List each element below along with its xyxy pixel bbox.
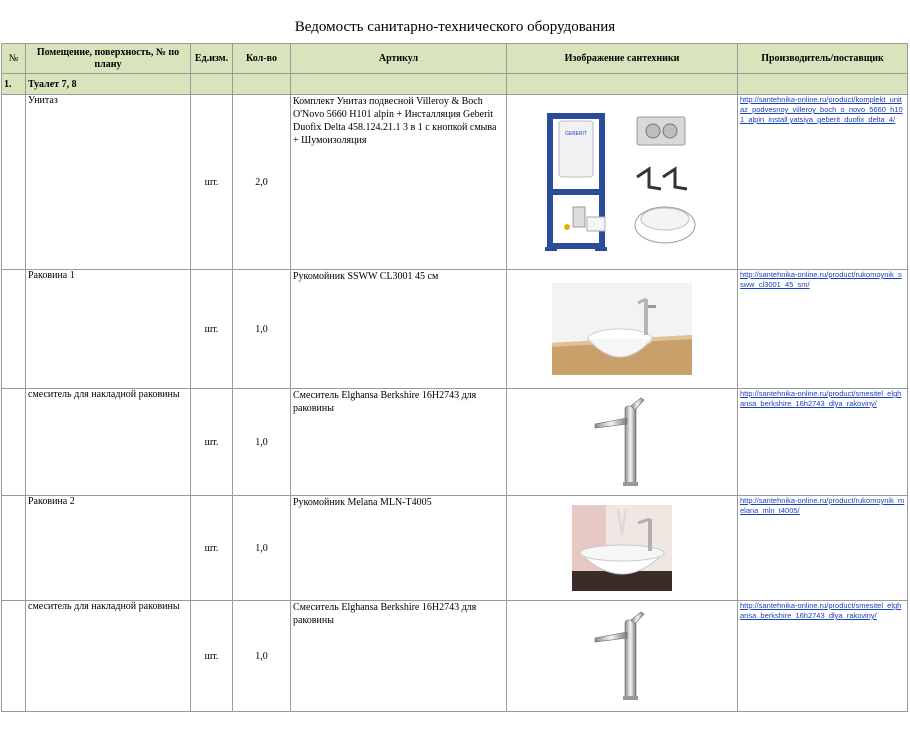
row-qty: 1,0	[233, 389, 291, 496]
mixer-image	[587, 396, 657, 488]
row-unit: шт.	[191, 601, 233, 712]
brand-label: GEBERIT	[565, 131, 587, 137]
group-name: Туалет 7, 8	[26, 74, 191, 95]
header-num: №	[2, 44, 26, 74]
row-name: Раковина 2	[26, 496, 191, 601]
supplier-link[interactable]: http://santehnika-online.ru/product/rukomoynik_ssww_cl3001_45_sm/	[740, 270, 902, 289]
row-article: Комплект Унитаз подвесной Villeroy & Boch O'Novo 5660 H101 alpin + Инсталляция Geberit Duofix Delta 458.124.21.1 3 в 1 с кнопкой смыва + Шумоизоляция	[291, 95, 507, 270]
table-row	[2, 389, 908, 496]
basin-image	[572, 505, 672, 591]
row-unit: шт.	[191, 270, 233, 389]
header-room: Помещение, поверхность, № по плану	[26, 44, 191, 74]
row-qty: 2,0	[233, 95, 291, 270]
row-article: Смеситель Elghansa Berkshire 16H2743 для раковины	[291, 389, 507, 496]
row-image	[507, 496, 738, 601]
group-row	[2, 74, 908, 95]
row-qty: 1,0	[233, 270, 291, 389]
row-article: Рукомойник SSWW CL3001 45 см	[291, 270, 507, 389]
header-article: Артикул	[291, 44, 507, 74]
row-image	[507, 270, 738, 389]
row-unit: шт.	[191, 496, 233, 601]
row-name: смеситель для накладной раковины	[26, 601, 191, 712]
header-qty: Кол-во	[233, 44, 291, 74]
mixer-image	[587, 610, 657, 702]
row-image	[507, 95, 738, 270]
row-unit: шт.	[191, 95, 233, 270]
row-unit: шт.	[191, 389, 233, 496]
header-image: Изображение сантехники	[507, 44, 738, 74]
row-article: Смеситель Elghansa Berkshire 16H2743 для раковины	[291, 601, 507, 712]
row-qty: 1,0	[233, 496, 291, 601]
table-row	[2, 270, 908, 389]
table-row	[2, 601, 908, 712]
header-row	[2, 44, 908, 74]
supplier-link[interactable]: http://santehnika-online.ru/product/smesitel_elghansa_berkshire_16h2743_dlya_rakoviny/	[740, 389, 902, 408]
toilet-installation-image	[537, 107, 707, 257]
row-name: Раковина 1	[26, 270, 191, 389]
basin-image	[552, 283, 692, 375]
group-num: 1.	[2, 74, 26, 95]
row-name: Унитаз	[26, 95, 191, 270]
header-unit: Ед.изм.	[191, 44, 233, 74]
supplier-link[interactable]: http://santehnika-online.ru/product/rukomoynik_melana_mln_t4005/	[740, 496, 905, 515]
table-row	[2, 95, 908, 270]
supplier-link[interactable]: http://santehnika-online.ru/product/smesitel_elghansa_berkshire_16h2743_dlya_rakoviny/	[740, 601, 902, 620]
row-name: смеситель для накладной раковины	[26, 389, 191, 496]
equipment-table	[1, 43, 908, 712]
row-image	[507, 601, 738, 712]
row-qty: 1,0	[233, 601, 291, 712]
supplier-link[interactable]: http://santehnika-online.ru/product/komplekt_unitaz_podvesnoy_villeroy_boch_o_novo_5660_h101_alpin_install yatsiya_geberit_duofix_delta_4/	[740, 95, 903, 124]
row-article: Рукомойник Melana MLN-T4005	[291, 496, 507, 601]
row-image	[507, 389, 738, 496]
header-supplier: Производитель/поставщик	[738, 44, 908, 74]
document-title: Ведомость санитарно-технического оборудования	[294, 19, 616, 35]
table-row	[2, 496, 908, 601]
